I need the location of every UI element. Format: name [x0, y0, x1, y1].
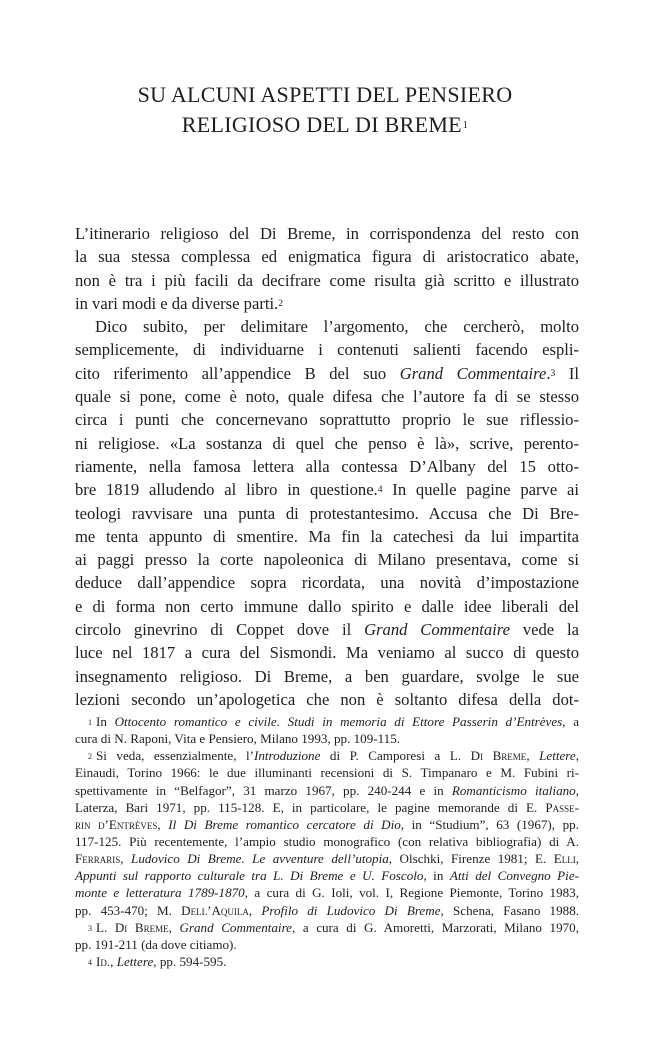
italic-text: Romanticismo italiano — [451, 782, 576, 798]
footnote-ref: 1 — [88, 718, 92, 727]
footnote-ref: 4 — [377, 485, 383, 496]
text-run: , a — [562, 714, 579, 729]
italic-text: monte e letteratura 1789-1870 — [75, 885, 245, 901]
text-run: riamente, nella famosa lettera alla contessa D’Albany del 15 otto- — [75, 456, 579, 476]
body-line — [75, 478, 579, 501]
text-run: pp. 191-211 (da dove citiamo). — [75, 936, 237, 952]
body-line — [75, 338, 579, 361]
body-line — [75, 292, 579, 315]
text-run: Il — [555, 363, 579, 383]
text-run: ai paggi presso la corte napoleonica di Milano presentava, come si — [75, 550, 579, 570]
footnote-ref: 3 — [88, 923, 92, 933]
italic-text: Ottocento romantico e civile. Studi in memoria di Ettore Passerin d’Entrèves — [114, 714, 563, 729]
footnote-line — [75, 782, 579, 799]
text-run: cito riferimento all’appendice B del suo — [75, 363, 400, 383]
text-run: , a cura di G. Amoretti, Marzorati, Milano 1970, — [291, 919, 579, 935]
footnote-line — [75, 730, 579, 747]
text-run: Einaudi, Torino 1966: le due illuminanti recensioni di S. Timpanaro e M. Fubini ri- — [75, 765, 579, 781]
text-run: L’itinerario religioso del Di Breme, in corrispondenza del resto con — [75, 224, 579, 243]
text-run: circa i punti che concernevano soprattutto proprio le sue riflessio- — [75, 410, 579, 430]
author-name: Ferraris — [75, 851, 121, 867]
footnote-line — [75, 902, 579, 919]
body-line — [75, 688, 579, 711]
text-run: L. — [96, 919, 115, 935]
text-run: di P. Camporesi a L. — [320, 748, 471, 764]
text-run: Si veda, essenzialmente, l’ — [96, 748, 254, 764]
text-run: me tenta appunto di smentire. Ma fin la catechesi da lui impartita — [75, 526, 579, 546]
body-text — [75, 222, 579, 711]
body-line — [75, 525, 579, 548]
text-run: , Olschki, Firenze 1981; E. — [388, 851, 554, 867]
text-run: , in — [423, 868, 450, 884]
italic-text: Lettere — [539, 748, 576, 764]
text-run: . — [546, 363, 551, 383]
footnotes — [75, 713, 579, 970]
text-run: luce nel 1817 a cura del Sismondi. Ma veniamo al succo di questo — [75, 643, 579, 663]
body-line — [75, 455, 579, 478]
footnote-ref: 3 — [550, 368, 556, 379]
footnote-line — [75, 884, 579, 901]
footnote-line — [75, 747, 579, 764]
text-run: quale si pone, come è noto, quale difesa che l’autore fa di se stesso — [75, 387, 579, 407]
body-line — [75, 502, 579, 525]
text-run: teologi ravvisare una punta di protestantesimo. Accusa che Di Bre- — [75, 503, 579, 523]
italic-text: Ludovico Di Breme. Le avventure dell’utopia — [131, 851, 389, 867]
body-line — [75, 385, 579, 408]
text-run: In — [96, 714, 115, 729]
footnote-line — [75, 833, 579, 850]
text-run: Dico subito, per delimitare l’argomento, che cercherò, molto — [95, 317, 579, 337]
text-run: in vari modi e da diverse parti. — [75, 293, 279, 313]
text-run: semplicemente, di individuarne i contenuti salienti facendo espli- — [75, 340, 579, 360]
author-name: Elli — [553, 851, 576, 867]
author-name: Id. — [96, 953, 111, 969]
footnote-line — [75, 919, 579, 936]
footnote-ref: 2 — [278, 298, 283, 309]
author-name: Di Breme — [470, 748, 527, 764]
italic-text: Il Di Breme romantico cercatore di Dio — [168, 816, 401, 832]
footnote-line — [75, 867, 579, 884]
text-run: , — [168, 919, 180, 935]
text-run: , a cura di G. Ioli, vol. I, Regione Piemonte, Torino 1983, — [244, 885, 579, 901]
body-line — [75, 571, 579, 594]
author-name: Passe- — [545, 799, 579, 815]
footnote-line — [75, 850, 579, 867]
text-run: bre 1819 alludendo al libro in questione. — [75, 480, 378, 500]
text-run: non è tra i più facili da decifrare come risulta già scritto e illustrato — [75, 270, 579, 290]
text-run: e di forma non certo immune dallo spirito e dalle idee liberali del — [75, 596, 579, 616]
italic-text: Lettere — [116, 953, 154, 969]
body-line — [75, 222, 579, 245]
text-run: ni religiose. «La sostanza di quel che penso è là», scrive, perento- — [75, 433, 579, 453]
text-run: cura di N. Raponi, Vita e Pensiero, Milano 1993, pp. 109-115. — [75, 731, 401, 747]
body-line — [75, 245, 579, 268]
chapter-title — [0, 80, 650, 140]
text-run: , — [110, 953, 117, 969]
text-run: , — [120, 851, 132, 867]
author-name: Dell’Aquila — [181, 902, 249, 918]
text-run: insegnamento religioso. Di Breme, a ben guardare, svolge le sue — [75, 666, 579, 686]
text-run: 117-125. Più recentemente, l’ampio studio monografico (con relativa bibliografia) di A. — [75, 833, 579, 849]
italic-text: Introduzione — [253, 748, 321, 764]
body-line — [75, 595, 579, 618]
body-line — [75, 548, 579, 571]
text-run: , — [248, 902, 262, 918]
footnote-ref: 2 — [88, 752, 92, 762]
body-line — [75, 315, 579, 338]
text-run: lezioni secondo un’apologetica che non è soltanto difesa della dot- — [75, 689, 579, 709]
author-name: Di Breme — [114, 919, 169, 935]
text-run: spettivamente in “Belfagor”, 31 marzo 1967, pp. 240-244 e in — [75, 782, 452, 798]
body-line — [75, 618, 579, 641]
text-run: , pp. 594-595. — [153, 953, 227, 969]
text-run: Laterza, Bari 1971, pp. 115-128. E, in particolare, le pagine memorande di E. — [75, 799, 546, 815]
body-line — [75, 432, 579, 455]
footnote-line — [75, 764, 579, 781]
italic-text: Grand Commentaire — [399, 363, 547, 383]
text-run: , — [157, 816, 169, 832]
italic-text: Grand Commentaire — [179, 919, 292, 935]
footnote-line — [75, 936, 579, 953]
title-footnote-ref: 1 — [462, 120, 469, 131]
text-run: deduce dall’appendice sopra ricordata, una novità d’impostazione — [75, 573, 579, 593]
italic-text: Profilo di Ludovico Di Breme — [261, 902, 441, 918]
text-run: , in “Studium”, 63 (1967), pp. — [400, 816, 579, 832]
footnote-line — [75, 799, 579, 816]
footnote-line — [75, 713, 579, 730]
text-run: pp. 453-470; M. — [75, 902, 182, 918]
text-run: circolo ginevrino di Coppet dove il — [75, 620, 365, 640]
body-line — [75, 665, 579, 688]
body-line — [75, 408, 579, 431]
text-run: , Schena, Fasano 1988. — [440, 902, 580, 918]
text-run: , — [575, 748, 579, 764]
body-line — [75, 362, 579, 385]
author-name: rin d’Entrèves — [75, 816, 158, 832]
text-run: la sua stessa complessa ed enigmatica figura di aristocratico abate, — [75, 247, 579, 267]
text-run: , — [575, 851, 580, 867]
footnote-line — [75, 953, 579, 970]
footnote-line — [75, 816, 579, 833]
chapter-title-line-1: SU ALCUNI ASPETTI DEL PENSIERO — [137, 82, 513, 107]
chapter-title-line-2-text: RELIGIOSO DEL DI BREME — [181, 112, 462, 137]
italic-text: Appunti sul rapporto culturale tra L. Di Breme e U. Foscolo — [75, 868, 424, 884]
footnote-ref: 4 — [88, 957, 92, 967]
italic-text: Atti del Convegno Pie- — [449, 868, 579, 884]
body-line — [75, 641, 579, 664]
text-run: , — [575, 782, 579, 798]
chapter-title-line-2 — [0, 110, 650, 140]
body-line — [75, 269, 579, 292]
text-run: vede la — [510, 620, 579, 640]
text-run: In quelle pagine parve ai — [382, 480, 580, 500]
italic-text: Grand Commentaire — [364, 620, 510, 640]
text-run: , — [526, 748, 540, 764]
